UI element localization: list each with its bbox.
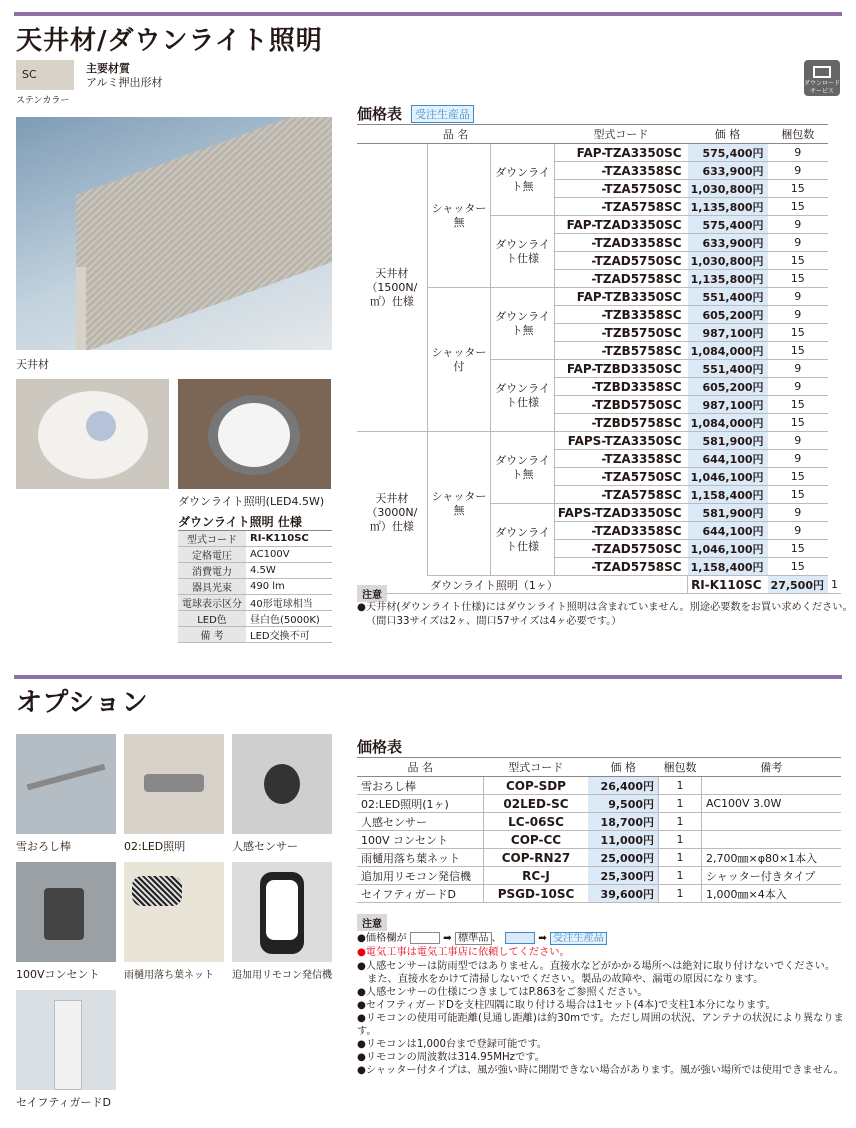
pack-count: 15 xyxy=(768,486,828,504)
order-badge: 受注生産品 xyxy=(411,105,474,123)
pack-count: 9 xyxy=(768,234,828,252)
option-note: ●リモコンの使用可能距離(見通し距離)は約30mです。ただし周囲の状況、アンテナの状況により異なります。 xyxy=(357,1013,844,1037)
spec-key: LED色 xyxy=(178,611,246,627)
spec-key: 器具光束 xyxy=(178,579,246,595)
arrow-icon: ➡ xyxy=(443,933,452,944)
option-name: 100V コンセント xyxy=(357,831,484,849)
option-note: ●リモコンの周波数は314.95MHzです。 xyxy=(357,1052,545,1063)
model-code: FAP-TZA3350SC xyxy=(554,144,687,162)
price: 605,200円 xyxy=(688,378,768,396)
option-remark: 2,700㎜×φ80×1本入 xyxy=(702,849,842,867)
caption-opt-2: 02:LED照明 xyxy=(124,840,186,853)
price: 633,900円 xyxy=(688,234,768,252)
price-row-downlight xyxy=(357,576,841,594)
spec-value: 4.5W xyxy=(246,563,332,579)
option-remark: 1,000㎜×4本入 xyxy=(702,885,842,903)
model-code: FAP-TZAD3350SC xyxy=(554,216,687,234)
pack-count: 15 xyxy=(768,342,828,360)
price: 633,900円 xyxy=(688,162,768,180)
section-title-options: オプション xyxy=(16,688,149,718)
pack-count: 15 xyxy=(768,396,828,414)
spec-row xyxy=(178,579,332,595)
spec-value: AC100V xyxy=(246,547,332,563)
color-name: ステンカラー xyxy=(16,96,70,106)
last-row-name: ダウンライト照明（1ヶ） xyxy=(427,576,687,594)
price: 581,900円 xyxy=(688,432,768,450)
pack-count: 1 xyxy=(659,777,702,795)
caption-opt-4: 100Vコンセント xyxy=(16,968,100,981)
spec-value: 40形電球相当 xyxy=(246,595,332,611)
legend-order: 受注生産品 xyxy=(550,932,607,945)
option-note: また、直接水をかけて清掃しないでください。製品の故障や、漏電の原因になります。 xyxy=(357,974,764,985)
price: 1,030,800円 xyxy=(688,252,768,270)
price-row xyxy=(357,144,841,162)
material-value: アルミ押出形材 xyxy=(86,76,163,89)
legend-line: ●価格欄が ➡ 標準品 、 ➡ 受注生産品 xyxy=(357,932,607,945)
shutter-label: シャッター無 xyxy=(427,432,491,576)
photo-snow-rod xyxy=(16,734,116,834)
option-name: 02:LED照明(1ヶ) xyxy=(357,795,484,813)
model-code: -TZB3358SC xyxy=(554,306,687,324)
option-remark: シャッター付きタイプ xyxy=(702,867,842,885)
model-code: RI-K110SC xyxy=(688,576,768,594)
oth-code: 型式コード xyxy=(484,758,589,777)
pack-count: 15 xyxy=(768,414,828,432)
shutter-label: シャッター無 xyxy=(427,144,491,288)
downlight-label: ダウンライト仕様 xyxy=(491,216,555,288)
pack-count: 9 xyxy=(768,360,828,378)
option-row xyxy=(357,777,841,795)
th-code: 型式コード xyxy=(554,125,687,144)
price: 551,400円 xyxy=(688,288,768,306)
caption-downlight: ダウンライト照明(LED4.5W) xyxy=(178,495,325,508)
oth-price: 価 格 xyxy=(588,758,659,777)
option-accent-bar xyxy=(14,675,842,679)
oth-name: 品 名 xyxy=(357,758,484,777)
model-code: COP-RN27 xyxy=(484,849,589,867)
pack-count: 1 xyxy=(659,849,702,867)
option-remark xyxy=(702,831,842,849)
price: 987,100円 xyxy=(688,324,768,342)
pack-count: 15 xyxy=(768,252,828,270)
price-title: 価格表 xyxy=(357,105,403,123)
note-tag-1: 注意 xyxy=(357,585,387,602)
option-name: 雨樋用落ち葉ネット xyxy=(357,849,484,867)
price: 1,084,000円 xyxy=(688,342,768,360)
photo-leaf-net xyxy=(124,862,224,962)
price: 551,400円 xyxy=(688,360,768,378)
pack-count: 1 xyxy=(659,813,702,831)
spec-row xyxy=(178,563,332,579)
option-name: セイフティガードD xyxy=(357,885,484,903)
note-1: ●天井材(ダウンライト仕様)にはダウンライト照明は含まれていません。別途必要数をお買い求めください。 xyxy=(357,602,853,613)
pack-count: 9 xyxy=(768,216,828,234)
photo-outlet xyxy=(16,862,116,962)
price: 575,400円 xyxy=(688,144,768,162)
download-service-label: ダウンロードサービス xyxy=(804,80,841,95)
option-name: 人感センサー xyxy=(357,813,484,831)
price: 27,500円 xyxy=(768,576,828,594)
option-remark xyxy=(702,777,842,795)
price: 11,000円 xyxy=(588,831,659,849)
model-code: -TZAD5758SC xyxy=(554,558,687,576)
model-code: -TZAD3358SC xyxy=(554,522,687,540)
pack-count: 15 xyxy=(768,324,828,342)
model-code: -TZA5758SC xyxy=(554,198,687,216)
pack-count: 9 xyxy=(768,162,828,180)
spec-value: LED交換不可 xyxy=(246,627,332,643)
price: 644,100円 xyxy=(688,522,768,540)
photo-light-lit xyxy=(178,379,331,489)
oth-note: 備考 xyxy=(702,758,842,777)
top-accent-bar xyxy=(14,12,842,16)
legend-box-std xyxy=(410,932,440,944)
caption-opt-1: 雪おろし棒 xyxy=(16,840,71,853)
price: 39,600円 xyxy=(588,885,659,903)
model-code: -TZA5750SC xyxy=(554,180,687,198)
pack-count: 9 xyxy=(768,378,828,396)
model-code: RC-J xyxy=(484,867,589,885)
spec-key: 定格電圧 xyxy=(178,547,246,563)
group-label: 天井材（1500N/㎡）仕様 xyxy=(357,144,427,432)
price-table xyxy=(357,124,841,594)
model-code: COP-SDP xyxy=(484,777,589,795)
price: 1,046,100円 xyxy=(688,540,768,558)
spec-value: RI-K110SC xyxy=(246,531,332,547)
photo-ceiling-main xyxy=(16,117,332,350)
spec-title: ダウンライト照明 仕様 xyxy=(178,515,302,529)
price: 1,084,000円 xyxy=(688,414,768,432)
red-note: ●電気工事は電気工事店に依頼してください。 xyxy=(357,947,570,958)
model-code: -TZBD5750SC xyxy=(554,396,687,414)
pack-count: 9 xyxy=(768,144,828,162)
model-code: -TZA5758SC xyxy=(554,486,687,504)
price: 1,046,100円 xyxy=(688,468,768,486)
model-code: FAPS-TZA3350SC xyxy=(554,432,687,450)
spec-value: 490 lm xyxy=(246,579,332,595)
pack-count: 15 xyxy=(768,558,828,576)
model-code: -TZBD5758SC xyxy=(554,414,687,432)
pack-count: 1 xyxy=(659,795,702,813)
model-code: -TZB5758SC xyxy=(554,342,687,360)
option-row xyxy=(357,831,841,849)
price: 1,135,800円 xyxy=(688,270,768,288)
photo-sensor xyxy=(232,734,332,834)
oth-count: 梱包数 xyxy=(659,758,702,777)
model-code: PSGD-10SC xyxy=(484,885,589,903)
photo-remote xyxy=(232,862,332,962)
th-name: 品 名 xyxy=(357,125,554,144)
model-code: -TZB5750SC xyxy=(554,324,687,342)
group-label: 天井材（3000N/㎡）仕様 xyxy=(357,432,427,594)
spec-value: 昼白色(5000K) xyxy=(246,611,332,627)
model-code: -TZAD3358SC xyxy=(554,234,687,252)
option-name: 雪おろし棒 xyxy=(357,777,484,795)
caption-opt-3: 人感センサー xyxy=(232,840,298,853)
price: 605,200円 xyxy=(688,306,768,324)
option-note: ●人感センサーは防雨型ではありません。直接水などがかかる場所へは絶対に取り付けないでください。 xyxy=(357,961,836,972)
downlight-label: ダウンライト無 xyxy=(491,144,555,216)
pack-count: 9 xyxy=(768,432,828,450)
price: 1,158,400円 xyxy=(688,486,768,504)
price: 25,000円 xyxy=(588,849,659,867)
pack-count: 9 xyxy=(768,288,828,306)
photo-light-white xyxy=(16,379,169,489)
caption-ceiling: 天井材 xyxy=(16,358,49,371)
option-row xyxy=(357,849,841,867)
option-remark: AC100V 3.0W xyxy=(702,795,842,813)
model-code: FAP-TZBD3350SC xyxy=(554,360,687,378)
color-swatch: SC xyxy=(16,60,74,90)
legend-prefix: ●価格欄が xyxy=(357,933,407,944)
pack-count: 1 xyxy=(659,867,702,885)
option-note: ●人感センサーの仕様につきましてはP.863をご参照ください。 xyxy=(357,987,648,998)
model-code: FAPS-TZAD3350SC xyxy=(554,504,687,522)
price-row xyxy=(357,432,841,450)
option-note: ●シャッター付タイプは、風が強い時に開閉できない場合があります。風が強い場所では使用できません。 xyxy=(357,1065,844,1076)
th-count: 梱包数 xyxy=(768,125,828,144)
option-row xyxy=(357,885,841,903)
download-service-icon[interactable] xyxy=(804,60,840,96)
spec-table xyxy=(178,530,332,643)
spec-key: 型式コード xyxy=(178,531,246,547)
spec-row xyxy=(178,547,332,563)
photo-led xyxy=(124,734,224,834)
pack-count: 15 xyxy=(768,540,828,558)
option-price-title: 価格表 xyxy=(357,738,403,756)
price: 18,700円 xyxy=(588,813,659,831)
price: 581,900円 xyxy=(688,504,768,522)
caption-opt-5: 雨樋用落ち葉ネット xyxy=(124,970,214,981)
pack-count: 1 xyxy=(659,885,702,903)
legend-box-order xyxy=(505,932,535,944)
spec-key: 備 考 xyxy=(178,627,246,643)
pack-count: 15 xyxy=(768,180,828,198)
spec-row xyxy=(178,627,332,643)
pack-count: 9 xyxy=(768,306,828,324)
downlight-label: ダウンライト仕様 xyxy=(491,504,555,576)
legend-std: 標準品 xyxy=(455,932,492,945)
model-code: 02LED-SC xyxy=(484,795,589,813)
pack-count: 1 xyxy=(828,576,841,594)
price: 1,135,800円 xyxy=(688,198,768,216)
price: 575,400円 xyxy=(688,216,768,234)
pack-count: 9 xyxy=(768,522,828,540)
spec-row xyxy=(178,531,332,547)
model-code: LC-06SC xyxy=(484,813,589,831)
material-label: 主要材質 xyxy=(86,62,130,75)
option-row xyxy=(357,813,841,831)
price: 644,100円 xyxy=(688,450,768,468)
spec-row xyxy=(178,611,332,627)
price: 987,100円 xyxy=(688,396,768,414)
model-code: -TZA3358SC xyxy=(554,450,687,468)
option-note: ●セイフティガードDを支柱四隅に取り付ける場合は1セット(4本)で支柱1本分になります。 xyxy=(357,1000,776,1011)
pack-count: 9 xyxy=(768,450,828,468)
downlight-label: ダウンライト仕様 xyxy=(491,360,555,432)
spec-row xyxy=(178,595,332,611)
model-code: -TZAD5750SC xyxy=(554,252,687,270)
model-code: FAP-TZB3350SC xyxy=(554,288,687,306)
model-code: -TZA3358SC xyxy=(554,162,687,180)
model-code: -TZA5750SC xyxy=(554,468,687,486)
option-note: ●リモコンは1,000台まで登録可能です。 xyxy=(357,1039,548,1050)
caption-opt-7: セイフティガードD xyxy=(16,1096,111,1109)
note-tag-2: 注意 xyxy=(357,914,387,931)
option-row xyxy=(357,795,841,813)
downlight-label: ダウンライト無 xyxy=(491,288,555,360)
pack-count: 9 xyxy=(768,504,828,522)
photo-safety-guard xyxy=(16,990,116,1090)
spec-key: 消費電力 xyxy=(178,563,246,579)
caption-opt-6: 追加用リモコン発信機 xyxy=(232,970,332,981)
option-row xyxy=(357,867,841,885)
model-code: -TZAD5750SC xyxy=(554,540,687,558)
spec-key: 電球表示区分 xyxy=(178,595,246,611)
pack-count: 1 xyxy=(659,831,702,849)
shutter-label: シャッター付 xyxy=(427,288,491,432)
price: 1,158,400円 xyxy=(688,558,768,576)
option-table xyxy=(357,757,841,903)
option-remark xyxy=(702,813,842,831)
price: 1,030,800円 xyxy=(688,180,768,198)
section-title-ceiling: 天井材/ダウンライト照明 xyxy=(16,26,323,56)
price-row xyxy=(357,288,841,306)
option-notes xyxy=(357,960,856,1077)
th-price: 価 格 xyxy=(688,125,768,144)
downlight-label: ダウンライト無 xyxy=(491,432,555,504)
price: 9,500円 xyxy=(588,795,659,813)
model-code: COP-CC xyxy=(484,831,589,849)
pack-count: 15 xyxy=(768,270,828,288)
pack-count: 15 xyxy=(768,198,828,216)
pack-count: 15 xyxy=(768,468,828,486)
option-name: 追加用リモコン発信機 xyxy=(357,867,484,885)
price: 25,300円 xyxy=(588,867,659,885)
model-code: -TZBD3358SC xyxy=(554,378,687,396)
note-2: （間口33サイズは2ヶ、間口57サイズは4ヶ必要です。） xyxy=(366,616,622,627)
price: 26,400円 xyxy=(588,777,659,795)
model-code: -TZAD5758SC xyxy=(554,270,687,288)
arrow-icon: ➡ xyxy=(538,933,547,944)
